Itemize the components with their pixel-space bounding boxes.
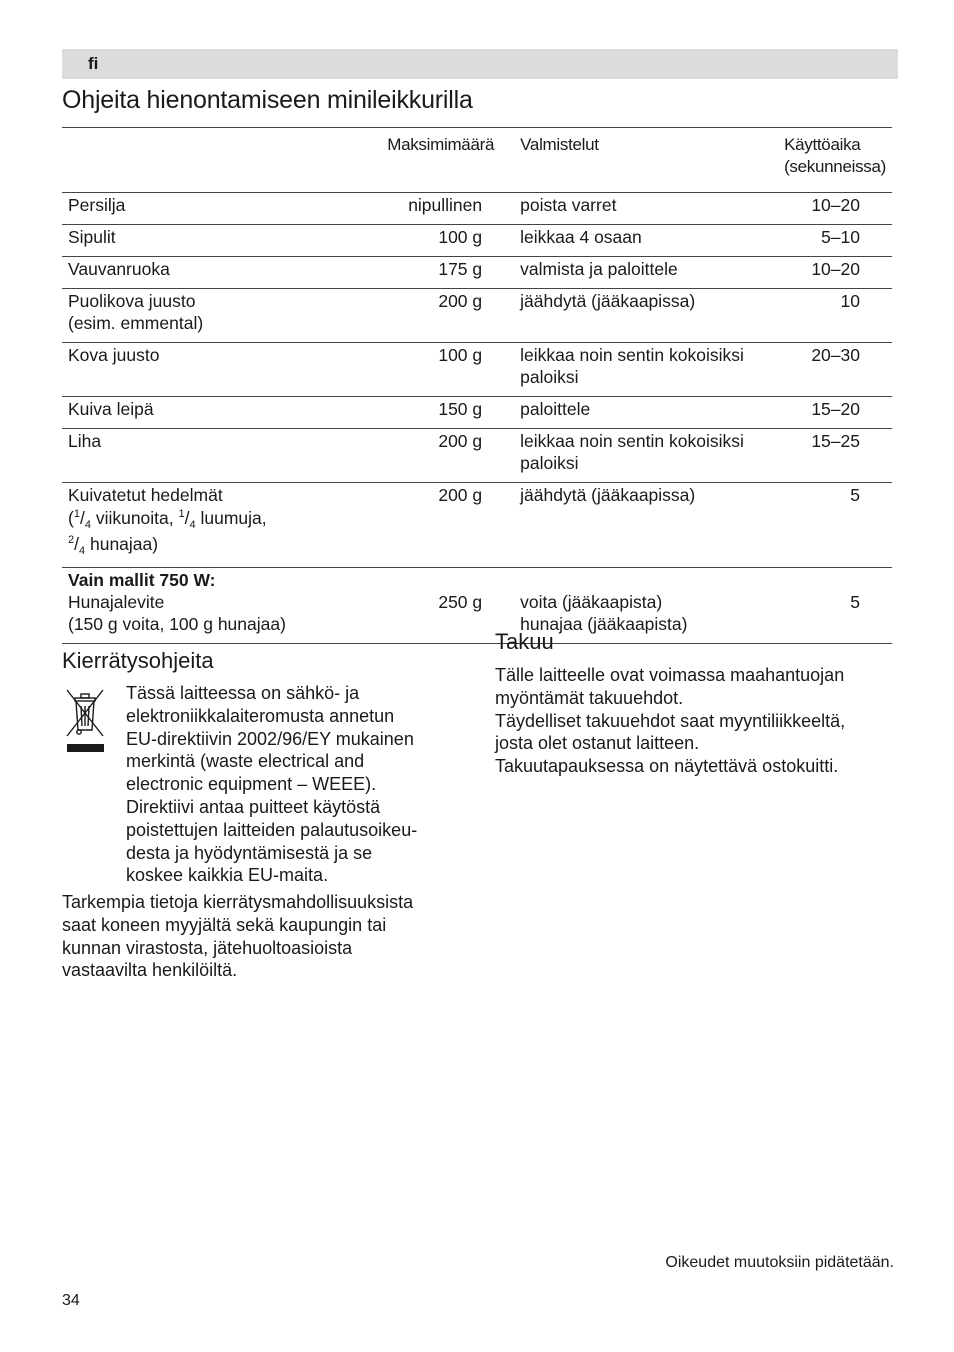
table-row	[62, 429, 892, 483]
cell-prep: jäähdytä (jääkaapissa)	[520, 485, 696, 505]
recycling-line: koskee kaikkia EU-maita.	[126, 865, 329, 886]
recycling-line: desta ja hyödyntämisestä ja se	[126, 842, 373, 863]
cell-time: 5–10	[821, 227, 860, 247]
warranty-title: Takuu	[495, 629, 554, 654]
cell-prep: valmista ja paloittele	[520, 259, 678, 279]
cell-item: Kuivatetut hedelmät ($^1/_4$ viikunoita, $^1/_4$ luumuja, $^2/_4$ hunajaa)	[68, 485, 267, 557]
cell-prep	[504, 343, 772, 397]
fraction-numerator: 1	[178, 508, 185, 520]
warranty-line: myöntämät takuuehdot.	[495, 687, 684, 708]
page-number: 34	[62, 1292, 80, 1309]
header-max: Maksimimäärä	[387, 135, 495, 154]
header-time-line2: (sekunneissa)	[784, 157, 886, 176]
recycling-line: electronic equipment – WEEE).	[126, 774, 377, 795]
warranty-line: Tälle laitteelle ovat voimassa maahantuojan	[495, 665, 845, 685]
cell-item	[62, 289, 352, 343]
model-note: Vain mallit 750 W:	[68, 570, 216, 590]
cell-max: 200 g	[438, 485, 483, 505]
cell-prep: poista varret	[520, 195, 617, 215]
cell-prep-line1: leikkaa noin sentin kokoisiksi	[520, 431, 744, 451]
warranty-line: Takuutapauksessa on näytettävä ostokuitti.	[495, 756, 839, 777]
fraction-text: luumuja,	[195, 508, 267, 528]
recycling-line: elektroniikkalaiteromusta annetun	[126, 705, 395, 726]
warranty-text	[495, 664, 895, 778]
recycling-line: Tässä laitteessa on sähkö- ja	[126, 683, 360, 703]
cell-max: 200 g	[438, 291, 483, 311]
recycling-title: Kierrätysohjeita	[62, 648, 214, 673]
table-row	[62, 193, 892, 225]
cell-prep-line2: paloiksi	[520, 367, 579, 387]
table-row	[62, 257, 892, 289]
cell-max: nipullinen	[408, 195, 483, 215]
recycling-text	[126, 682, 456, 887]
cell-item: Persilja	[68, 195, 126, 215]
rights-reserved-note: Oikeudet muutoksiin pidätetään.	[665, 1254, 894, 1271]
cell-item-line1: Hunajalevite	[68, 592, 165, 612]
page-title: Ohjeita hienontamiseen minileikkurilla	[62, 86, 473, 114]
recycling-line: Direktiivi antaa puitteet käytöstä	[126, 796, 381, 817]
table-row	[62, 397, 892, 429]
cell-time: 5	[850, 485, 860, 505]
cell-prep-line1: voita (jääkaapista)	[520, 592, 663, 612]
chopping-table	[62, 127, 892, 644]
cell-max	[352, 568, 504, 644]
cell-time: 10–20	[811, 259, 860, 279]
cell-prep-line2: hunajaa (jääkaapista)	[520, 614, 688, 634]
cell-max: 150 g	[438, 399, 483, 419]
open-paren: (	[68, 508, 74, 528]
cell-max: 100 g	[438, 227, 483, 247]
table-row	[62, 225, 892, 257]
cell-time: 10–20	[811, 195, 860, 215]
cell-item: Kuiva leipä	[68, 399, 154, 419]
fraction-denominator: 4	[79, 545, 86, 557]
cell-time: 10	[840, 291, 860, 311]
cell-item	[62, 568, 352, 644]
recycling-line: merkintä (waste electrical and	[126, 751, 365, 772]
warranty-line: josta olet ostanut laitteen.	[495, 733, 700, 754]
cell-prep: jäähdytä (jääkaapissa)	[520, 291, 696, 311]
recycling-more-line: Tarkempia tietoja kierrätysmahdollisuuksista	[62, 892, 414, 912]
cell-time	[772, 568, 892, 644]
cell-time: 15–20	[811, 399, 860, 419]
cell-item: Liha	[68, 431, 102, 451]
cell-item: Kova juusto	[68, 345, 160, 365]
cell-time: 15–25	[811, 431, 860, 451]
fraction-denominator: 4	[189, 519, 196, 531]
header-time-line1: Käyttöaika	[784, 135, 861, 154]
recycling-more-line: kunnan virastosta, jätehuoltoasioista	[62, 937, 353, 958]
recycling-more-line: saat koneen myyjältä sekä kaupungin tai	[62, 914, 387, 935]
cell-max: 175 g	[438, 259, 483, 279]
table-row	[62, 343, 892, 397]
header-time	[772, 128, 892, 193]
cell-item: Sipulit	[68, 227, 116, 247]
header-item	[62, 128, 352, 193]
fraction-text: hunajaa)	[85, 534, 159, 554]
cell-max: 100 g	[438, 345, 483, 365]
fraction-numerator: 2	[68, 534, 75, 546]
header-prep: Valmistelut	[520, 135, 599, 154]
table-row	[62, 483, 892, 568]
cell-prep-line2: paloiksi	[520, 453, 579, 473]
cell-item-line2: (150 g voita, 100 g hunajaa)	[68, 614, 286, 634]
table-row	[62, 289, 892, 343]
language-code: fi	[88, 54, 99, 73]
cell-item-line1: Kuivatetut hedelmät	[68, 485, 223, 505]
cell-time-value: 5	[850, 592, 860, 612]
cell-prep: leikkaa 4 osaan	[520, 227, 642, 247]
cell-time: 20–30	[811, 345, 860, 365]
recycling-line: poistettujen laitteiden palautusoikeu-	[126, 819, 418, 840]
fraction-text: viikunoita,	[90, 508, 179, 528]
language-bar	[62, 49, 898, 79]
fraction-denominator: 4	[84, 519, 91, 531]
recycling-line: EU-direktiivin 2002/96/EY mukainen	[126, 728, 414, 749]
recycling-more-text	[62, 891, 462, 982]
cell-item-line1: Puolikova juusto	[68, 291, 196, 311]
cell-item-line2: (esim. emmental)	[68, 313, 204, 333]
warranty-line: Täydelliset takuuehdot saat myyntiliikkeeltä,	[495, 710, 846, 731]
cell-prep: paloittele	[520, 399, 591, 419]
cell-prep-line1: leikkaa noin sentin kokoisiksi	[520, 345, 744, 365]
cell-prep	[504, 429, 772, 483]
table-row	[62, 568, 892, 644]
fraction-numerator: 1	[73, 508, 80, 520]
table-header-row	[62, 128, 892, 193]
cell-max: 200 g	[438, 431, 483, 451]
recycling-more-line: vastaavilta henkilöiltä.	[62, 960, 238, 981]
cell-item: Vauvanruoka	[68, 259, 170, 279]
crossed-out-wheelie-bin-icon	[64, 688, 106, 754]
cell-max-value: 250 g	[438, 592, 483, 612]
